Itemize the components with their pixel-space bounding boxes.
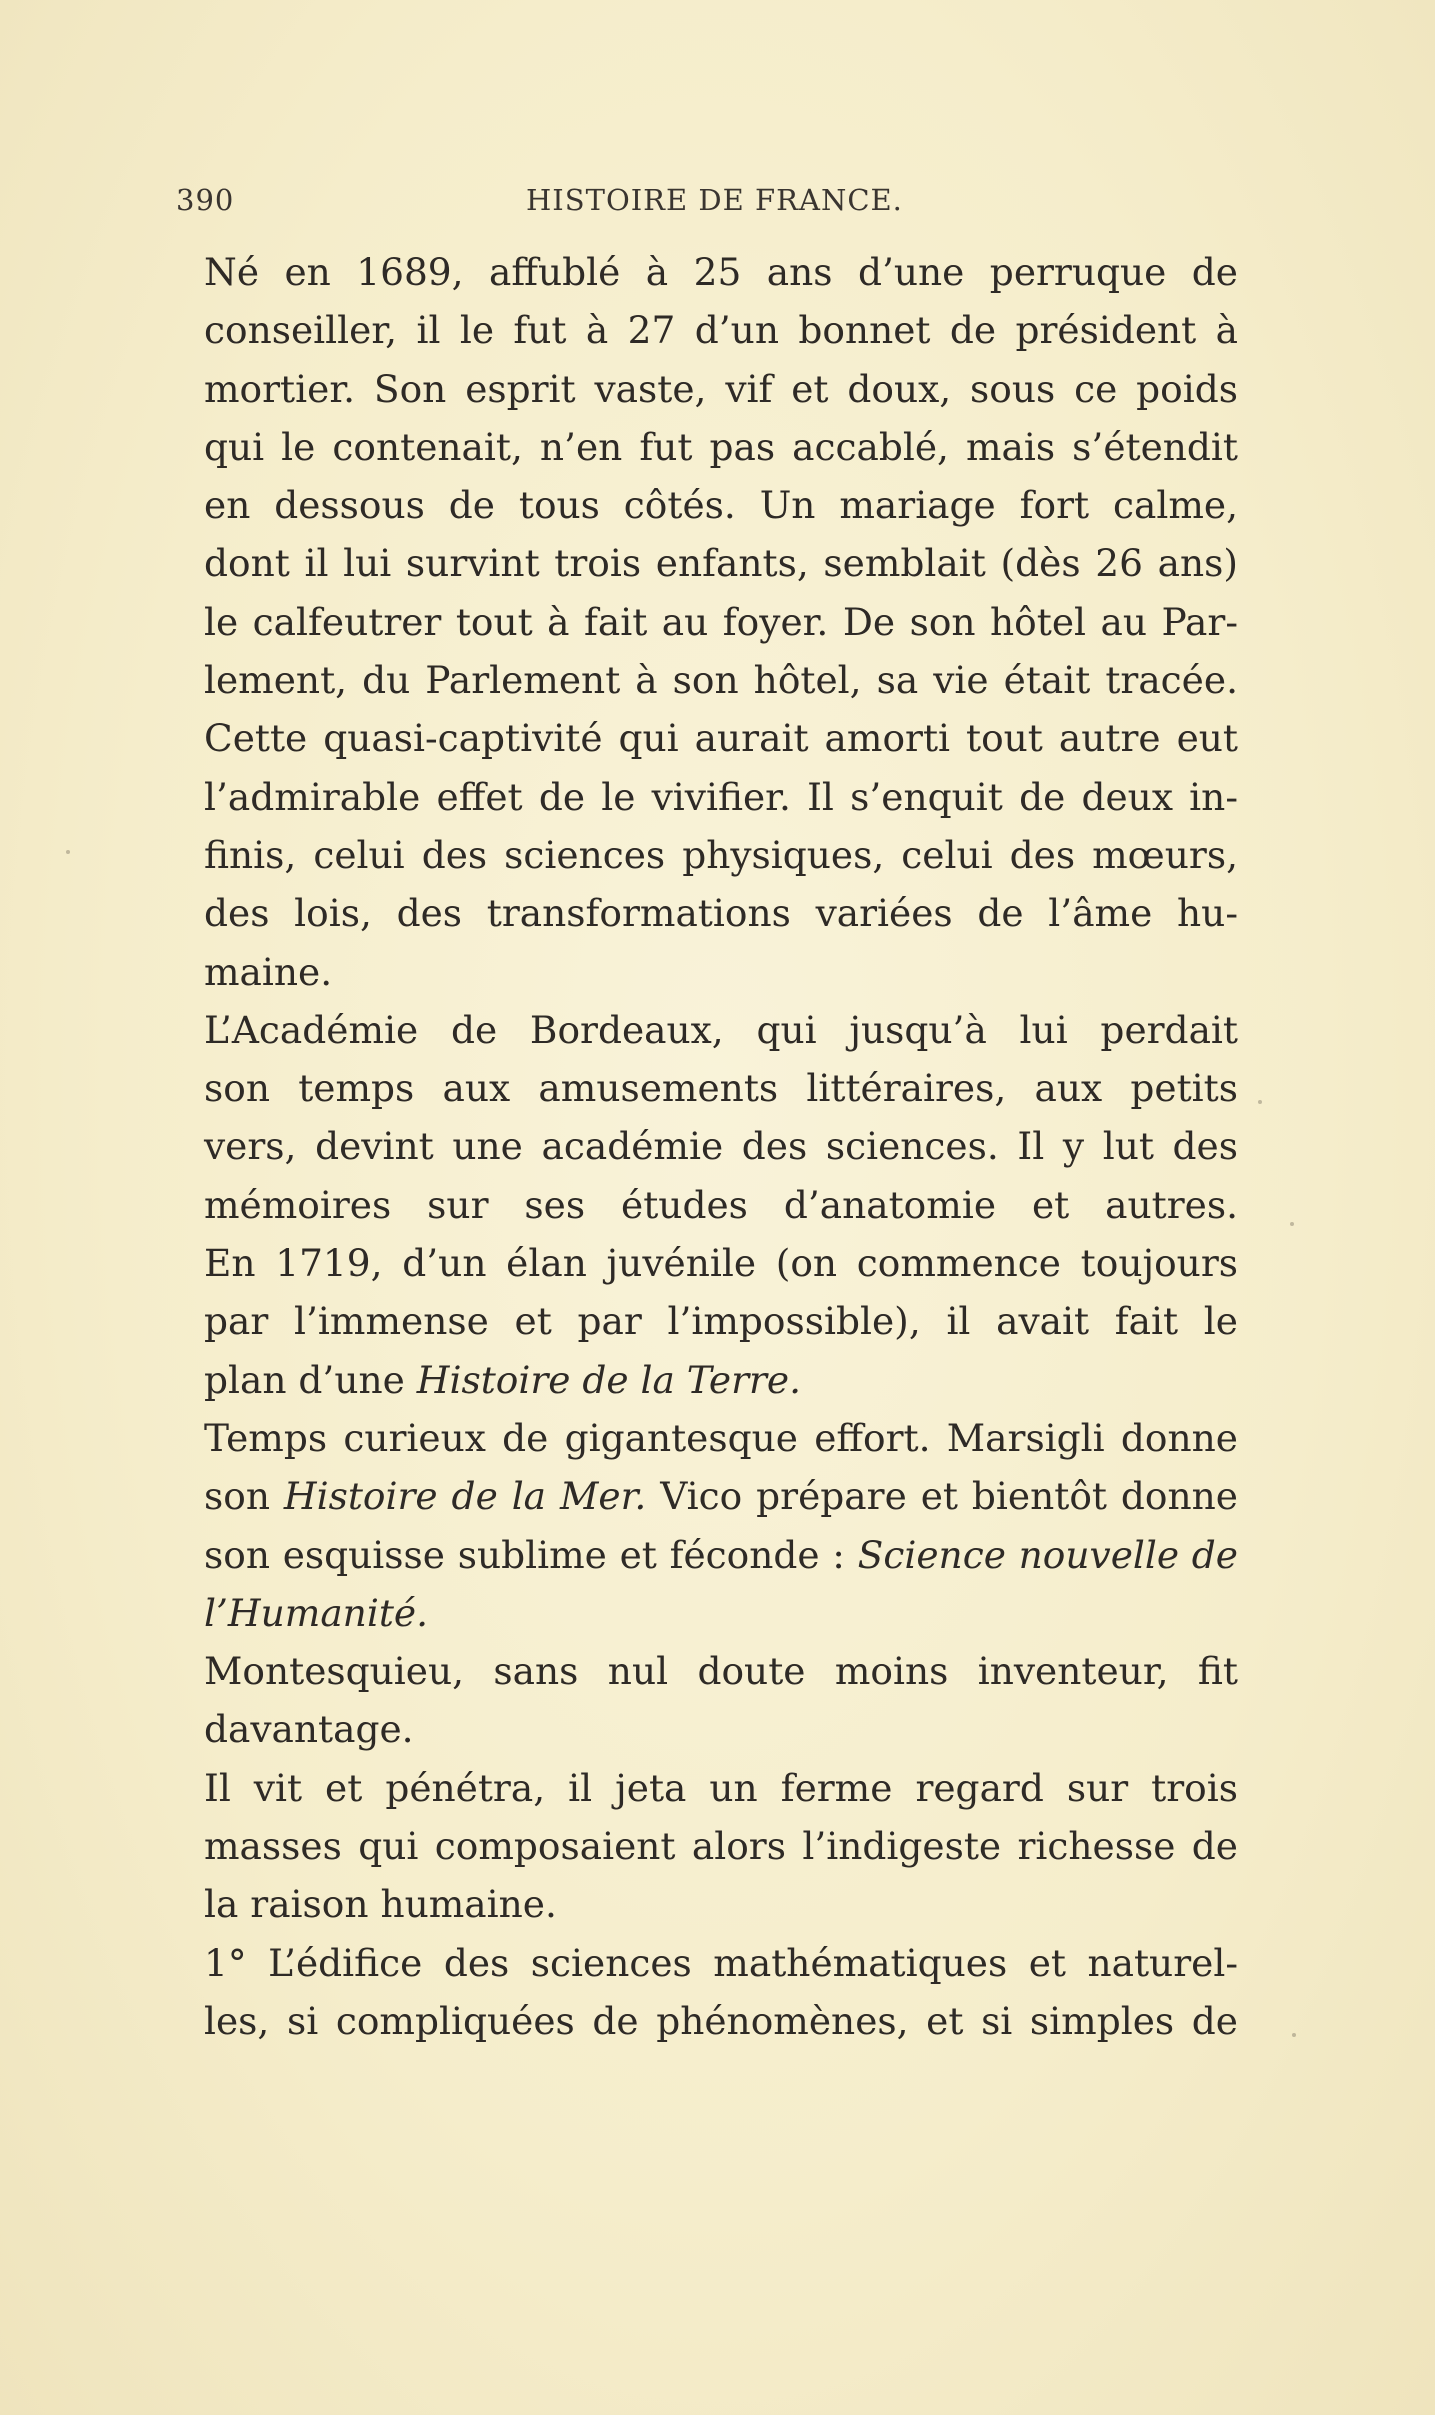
- text-line: [162, 1584, 1238, 1642]
- text-line: conseiller, il le fut à 27 d’un bonnet de président à: [204, 308, 1238, 353]
- text-line: finis, celui des sciences physiques, celui des mœurs,: [204, 832, 1238, 877]
- text-line: son temps aux amusements littéraires, aux petits: [204, 1066, 1238, 1111]
- book-title-italic: Histoire de la Terre.: [416, 1357, 802, 1402]
- text-fragment: son esquisse sublime et féconde :: [204, 1532, 858, 1577]
- text-line: [162, 1526, 1238, 1584]
- text-fragment: Vico prépare et bientôt donne: [646, 1474, 1238, 1519]
- text-line: vers, devint une académie des sciences. Il y lut des: [204, 1124, 1238, 1169]
- paragraph-2: [162, 1001, 1238, 1409]
- text-line: par l’immense et par l’impossible), il avait fait le: [204, 1299, 1238, 1344]
- paragraph-4: [162, 1642, 1238, 1759]
- paper-speck: [1258, 1100, 1262, 1104]
- text-line: Il vit et pénétra, il jeta un ferme regard sur trois: [204, 1765, 1238, 1810]
- text-line: les, si compliquées de phénomènes, et si simples de: [204, 1998, 1238, 2043]
- paragraph-1: [162, 243, 1238, 1001]
- text-line: en dessous de tous côtés. Un mariage fort calme,: [204, 483, 1238, 528]
- paragraph-5: [162, 1759, 1238, 1934]
- text-line: Né en 1689, affublé à 25 ans d’une perruque de: [204, 250, 1238, 294]
- text-line: En 1719, d’un élan juvénile (on commence toujours: [204, 1241, 1238, 1286]
- text-line: qui le contenait, n’en fut pas accablé, mais s’étendit: [204, 424, 1238, 469]
- text-line: 1° L’édifice des sciences mathématiques et naturel-: [204, 1940, 1238, 1985]
- text-line: masses qui composaient alors l’indigeste richesse de: [204, 1824, 1238, 1869]
- book-title-italic: Science nouvelle de: [857, 1532, 1238, 1577]
- text-line: mémoires sur ses études d’anatomie et autres.: [204, 1182, 1238, 1227]
- text-line: mortier. Son esprit vaste, vif et doux, sous ce poids: [204, 366, 1238, 411]
- paper-speck: [66, 850, 70, 854]
- text-line: la raison humaine.: [204, 1882, 557, 1927]
- text-line: l’admirable effet de le vivifier. Il s’enquit de deux in-: [204, 774, 1238, 819]
- text-fragment: son: [204, 1474, 284, 1519]
- text-line: lement, du Parlement à son hôtel, sa vie était tracée.: [204, 658, 1238, 703]
- running-head: [176, 183, 1256, 223]
- page-number: 390: [176, 183, 235, 217]
- text-line: L’Académie de Bordeaux, qui jusqu’à lui perdait: [204, 1007, 1238, 1052]
- paragraph-6: [162, 1934, 1238, 2051]
- body-text: [162, 243, 1238, 2050]
- text-line: Montesquieu, sans nul doute moins inventeur, fit: [204, 1649, 1238, 1694]
- paper-speck: [1290, 1222, 1294, 1226]
- paper-speck: [1292, 2033, 1296, 2037]
- text-line: [162, 1351, 1238, 1409]
- running-title: HISTOIRE DE FRANCE.: [526, 183, 903, 217]
- paragraph-3: [162, 1409, 1238, 1642]
- text-fragment: plan d’une: [204, 1357, 417, 1402]
- book-title-italic: Histoire de la Mer.: [283, 1474, 647, 1519]
- text-line: dont il lui survint trois enfants, semblait (dès 26 ans): [204, 541, 1238, 586]
- text-line: le calfeutrer tout à fait au foyer. De son hôtel au Par-: [204, 599, 1238, 644]
- text-line: [162, 1467, 1238, 1525]
- book-title-italic: l’Humanité.: [204, 1590, 429, 1635]
- text-line: Temps curieux de gigantesque effort. Marsigli donne: [204, 1415, 1238, 1460]
- text-line: des lois, des transformations variées de l’âme hu-: [204, 891, 1238, 936]
- text-line: maine.: [204, 949, 333, 994]
- text-line: Cette quasi-captivité qui aurait amorti tout autre eut: [204, 716, 1238, 761]
- text-line: davantage.: [204, 1707, 414, 1752]
